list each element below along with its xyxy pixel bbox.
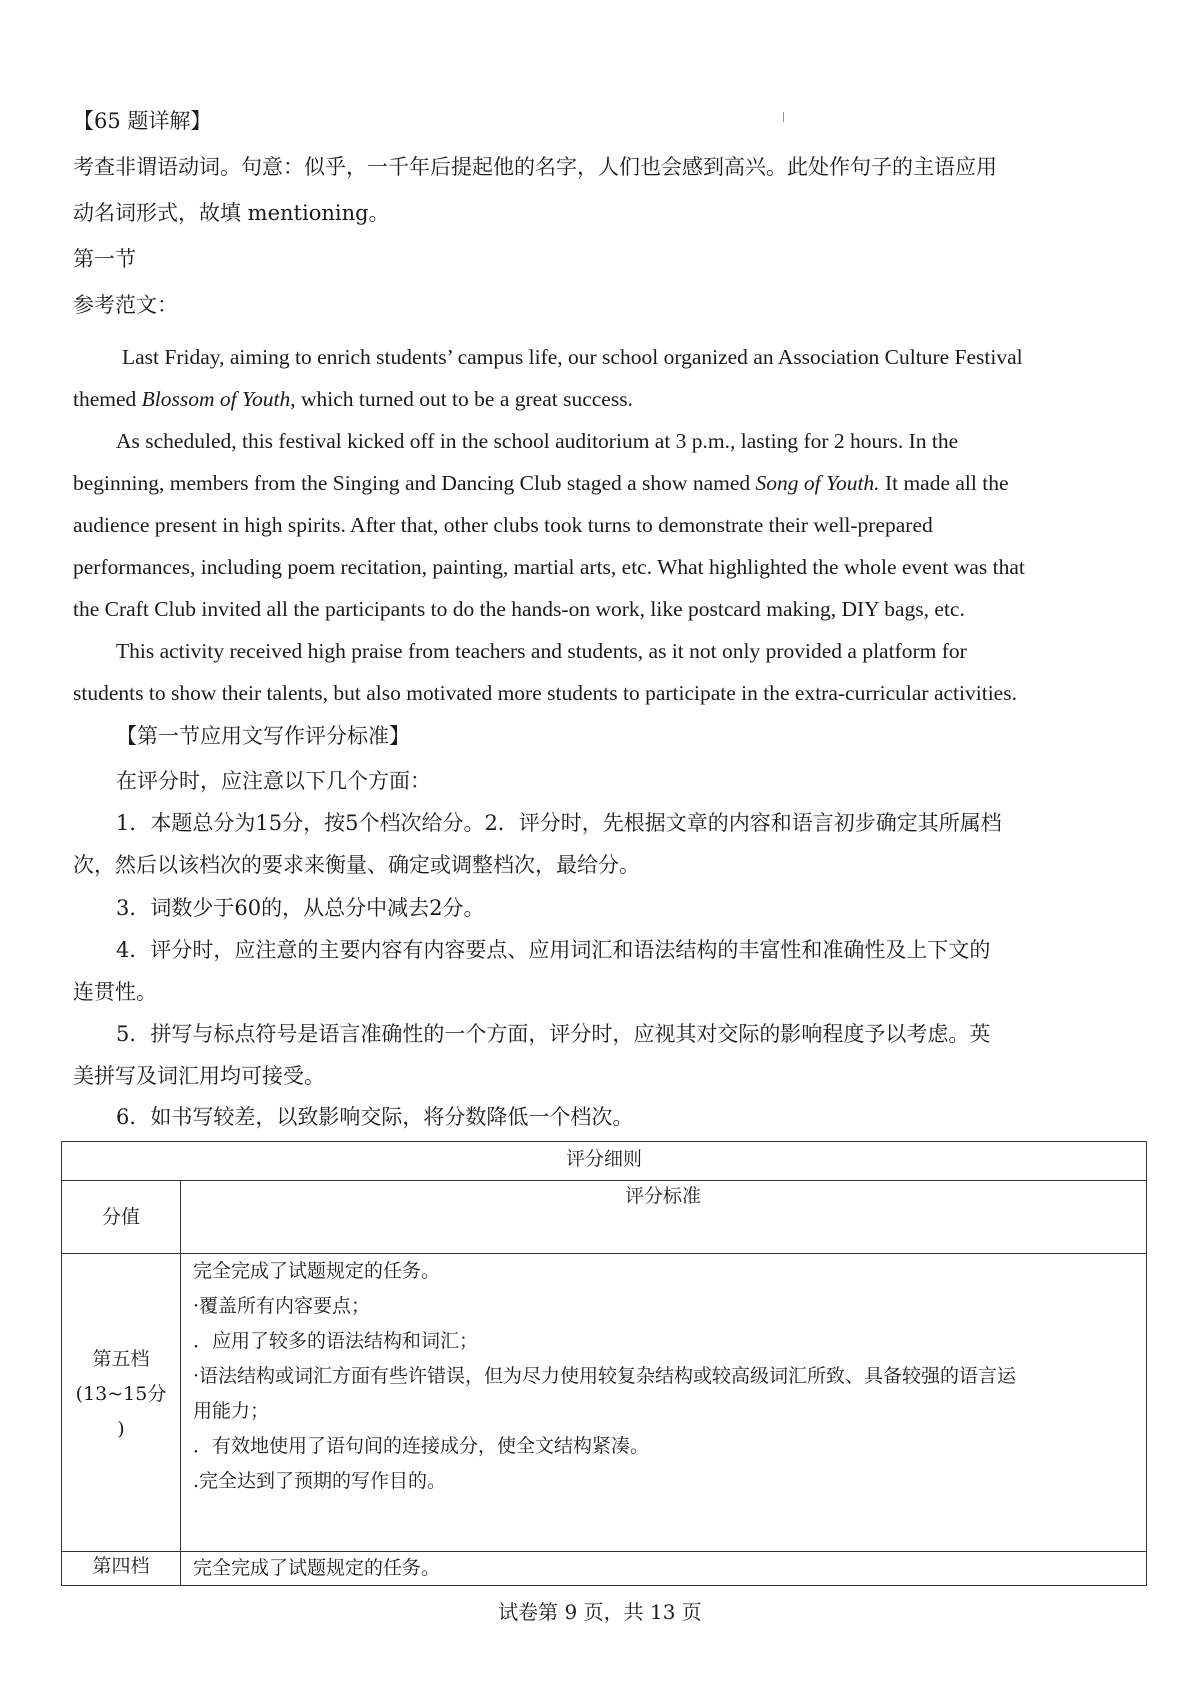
- tier-5-item: .完全达到了预期的写作目的。: [193, 1470, 447, 1492]
- standard-column-header: 评分标准: [624, 1185, 701, 1207]
- scoring-table: [61, 1141, 1147, 1586]
- tier-4-item: 完全完成了试题规定的任务。: [193, 1557, 441, 1579]
- sample-essay-label: 参考范文：: [73, 293, 178, 317]
- table-caption: 评分细则: [565, 1148, 642, 1170]
- q65-explanation-line-2: 动名词形式，故填 mentioning。: [73, 201, 390, 225]
- score-column-header: 分值: [101, 1206, 140, 1228]
- tier-5-label-line-1: 第五档: [92, 1348, 150, 1370]
- essay-p2-line-4: performances, including poem recitation, painting, martial arts, etc. What highlighted the whole event was that: [73, 555, 1025, 579]
- table-rule: [62, 1180, 1146, 1181]
- criteria-rule-5-line-2: 美拼写及词汇用均可接受。: [73, 1064, 325, 1088]
- tier-5-item: ·语法结构或词汇方面有些许错误，但为尽力使用较复杂结构或较高级词汇所致、具备较强的语言运: [193, 1365, 1017, 1387]
- show-name: Song of Youth.: [755, 471, 880, 495]
- essay-p2-line-3: audience present in high spirits. After that, other clubs took turns to demonstrate their well-prepared: [73, 513, 933, 537]
- q65-title: 【65 题详解】: [73, 109, 212, 133]
- essay-p2-line-1: As scheduled, this festival kicked off in the school auditorium at 3 p.m., lasting for 2 hours. In the: [116, 429, 959, 453]
- criteria-rule-6: 6．如书写较差，以致影响交际，将分数降低一个档次。: [116, 1105, 634, 1129]
- tier-5-label-line-3: ): [117, 1418, 125, 1440]
- essay-p2-line-2: beginning, members from the Singing and Dancing Club staged a show named Song of Youth. It made all the: [73, 471, 1009, 495]
- essay-p1-line-1: Last Friday, aiming to enrich students’ campus life, our school organized an Association Culture Festival: [122, 345, 1023, 369]
- essay-p3-line-1: This activity received high praise from teachers and students, as it not only provided a platform for: [116, 639, 967, 663]
- section-heading: 第一节: [73, 247, 136, 271]
- tier-4-label: 第四档: [92, 1555, 150, 1577]
- festival-theme: Blossom of Youth: [141, 387, 291, 411]
- criteria-title: 【第一节应用文写作评分标准】: [116, 724, 410, 748]
- tier-5-item: 用能力；: [193, 1400, 270, 1422]
- table-column-divider: [180, 1180, 181, 1585]
- essay-p3-line-2: students to show their talents, but also motivated more students to participate in the extra-curricular activities.: [73, 681, 1017, 705]
- scan-mark: [783, 112, 784, 122]
- criteria-rule-5-line-1: 5．拼写与标点符号是语言准确性的一个方面，评分时，应视其对交际的影响程度予以考虑。英: [116, 1022, 991, 1046]
- table-rule: [62, 1253, 1146, 1254]
- page-footer: 试卷第 9 页，共 13 页: [498, 1600, 702, 1624]
- tier-5-item: 完全完成了试题规定的任务。: [193, 1260, 441, 1282]
- tier-5-item: ．应用了较多的语法结构和词汇；: [193, 1330, 479, 1352]
- essay-p1-line-2: themed Blossom of Youth, which turned out to be a great success.: [73, 387, 633, 411]
- criteria-intro: 在评分时，应注意以下几个方面：: [116, 769, 431, 793]
- criteria-rule-1-line-1: 1．本题总分为15分，按5个档次给分。2．评分时，先根据文章的内容和语言初步确定其所属档: [116, 811, 1002, 835]
- table-rule: [62, 1551, 1146, 1552]
- criteria-rule-3: 3．词数少于60的，从总分中减去2分。: [116, 896, 485, 920]
- q65-explanation-line-1: 考查非谓语动词。句意：似乎，一千年后提起他的名字，人们也会感到高兴。此处作句子的主语应用: [73, 155, 997, 179]
- criteria-rule-4-line-2: 连贯性。: [73, 980, 157, 1004]
- essay-p2-line-5: the Craft Club invited all the participants to do the hands-on work, like postcard making, DIY bags, etc.: [73, 597, 965, 621]
- criteria-rule-4-line-1: 4．评分时，应注意的主要内容有内容要点、应用词汇和语法结构的丰富性和准确性及上下文的: [116, 938, 991, 962]
- tier-5-item: ·覆盖所有内容要点；: [193, 1295, 371, 1317]
- tier-5-label-line-2: (13~15分: [75, 1383, 167, 1405]
- tier-5-item: ．有效地使用了语句间的连接成分，使全文结构紧凑。: [193, 1435, 650, 1457]
- criteria-rule-1-line-2: 次，然后以该档次的要求来衡量、确定或调整档次，最给分。: [73, 853, 640, 877]
